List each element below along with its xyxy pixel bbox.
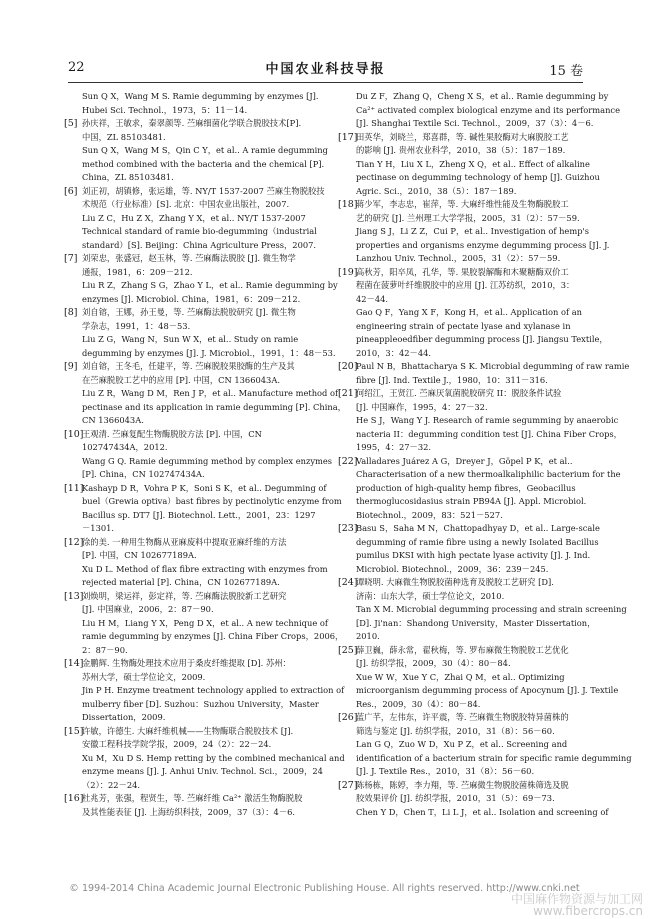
reference-number: [17]: [338, 131, 358, 143]
watermark: [511, 893, 643, 917]
page-header: [68, 58, 583, 83]
reference-line: 在苎麻脱胶工艺中的应用 [P]. 中国，CN 1366043A.: [82, 374, 280, 385]
reference-entry: [64, 536, 322, 563]
reference-entry: [338, 455, 621, 523]
reference-line: Liu Z C，Hu Z X，Zhang Y X，et al.. NY/T 1537-2007: [82, 212, 306, 223]
reference-line: 刘焕明，梁运祥，彭定祥，等. 苎麻酶法脱胶新工艺研究: [82, 590, 287, 601]
reference-line: 杜兆芳，张强，程贤生，等. 苎麻纤维 Ca²⁺ 激活生物酶脱胶: [82, 793, 303, 803]
reference-line: Tian Y H，Liu X L，Zheng X Q，et al.. Effect of alkaline: [356, 158, 590, 169]
reference-number: [15]: [64, 725, 84, 737]
reference-line: 陈杨栋，陈婷，李力翔，等. 苎麻微生物脱胶菌株筛选及脱: [356, 779, 569, 790]
page-number: 22: [68, 60, 85, 75]
reference-line: （2）：22－24.: [82, 779, 141, 790]
reference-line: 1995，4：27－32.: [356, 442, 432, 452]
reference-number: [5]: [64, 118, 78, 129]
reference-number: [7]: [64, 253, 78, 264]
reference-entry: [64, 333, 336, 360]
reference-number: [27]: [338, 779, 358, 791]
reference-line: [P]. 中国，CN 102677189A.: [82, 550, 197, 560]
reference-entry: [338, 266, 596, 307]
left-column: [64, 90, 346, 819]
reference-line: 及其性能表征 [J]. 上海纺织科技，2009，37（3）：4－6.: [82, 806, 296, 817]
reference-entry: [338, 225, 610, 266]
reference-line: Valladares Juárez A G，Dreyer J，Göpel P K，et al..: [356, 455, 573, 466]
reference-number: [21]: [338, 388, 358, 399]
reference-line: Liu Z G，Wang N，Sun W X，et al.. Study on ramie: [82, 334, 299, 344]
reference-line: [J]. 中国麻业，2006，2：87－90.: [82, 604, 214, 614]
reference-entry: [64, 90, 322, 117]
reference-line: fibre [J]. Ind. Textile J.，1980，10：311－316.: [356, 374, 548, 385]
reference-line: microorganism degumming process of Apocynum [J]. J. Textile: [356, 685, 619, 695]
reference-number: [13]: [64, 590, 84, 602]
reference-number: [10]: [64, 428, 84, 440]
reference-line: 术规范（行业标准）[S]. 北京：中国农业出版社，2007.: [82, 199, 290, 209]
reference-line: Jiang S J，Li Z Z，Cui P，et al.. Investigation of hemp's: [356, 226, 590, 236]
reference-entry: [338, 779, 596, 806]
reference-line: 刘自镕，王娜，孙王曼，等. 苎麻酶法脱胶研究 [J]. 微生物: [82, 307, 296, 317]
reference-line: nacteria II：degumming condition test [J]. China Fiber Crops，: [356, 428, 622, 439]
reference-line: enzymes [J]. Microbiol. China，1981，6：209－212.: [82, 293, 301, 304]
volume-label: 15 卷: [549, 64, 583, 79]
reference-line: 艺的研究 [J]. 兰州理工大学学报，2005，31（2）：57－59.: [356, 212, 580, 223]
reference-line: 孙庆祥，王敏求，秦翠颜等. 苎麻细菌化学联合脱胶技术[P].: [82, 118, 302, 128]
reference-line: 程菌在菠萝叶纤维脱胶中的应用 [J]. 江苏纺织，2010，3：: [356, 280, 575, 290]
reference-line: standard）[S]. Beijing：China Agriculture Press，2007.: [82, 239, 317, 250]
reference-line: Gao Q F，Yang X F，Kong H，et al.. Application of an: [356, 307, 583, 317]
reference-number: [14]: [64, 658, 84, 669]
reference-line: pineappleoedfiber degumming process [J]. Jiangsu Textile，: [356, 334, 608, 344]
reference-line: Liu R Z，Zhang S G，Zhao Y L，et al.. Ramie degumming by: [82, 280, 338, 290]
reference-line: 王观清. 苎麻复配生物酶脱胶方法 [P]. 中国，CN: [82, 428, 262, 439]
reference-line: method combined with the bacteria and the chemical [P].: [82, 158, 325, 169]
reference-line: 中国，ZL 85103481.: [82, 131, 166, 142]
reference-number: [16]: [64, 793, 84, 804]
reference-line: 的影响 [J]. 贵州农业科学，2010，38（5）：187－189.: [356, 145, 566, 155]
reference-line: Res.，2009，30（4）：80－84.: [356, 698, 481, 709]
reference-line: identification of a bacterium strain for specific ramie degumming: [356, 752, 632, 763]
reference-line: Technical standard of ramie bio-degumming（industrial: [82, 226, 317, 236]
watermark-line: www.fibercrops.cn: [533, 904, 643, 918]
reference-line: Xue W W，Xue Y C，Zhai Q M，et al.. Optimizing: [356, 671, 565, 682]
reference-line: CN 1366043A.: [82, 415, 144, 425]
reference-line: 刘自镕，王冬毛，任建平，等. 苎麻脱胶果胶酶的生产及其: [82, 361, 295, 371]
reference-line: He S J，Wang Y J. Research of ramie segumming by anaerobic: [356, 415, 619, 425]
reference-line: Paul N B，Bhattacharya S K. Microbial degumming of raw ramie: [356, 361, 630, 371]
right-column: [338, 90, 632, 819]
reference-line: pumilus DKSI with high pectate lyase activity [J]. J. Ind.: [356, 550, 591, 560]
reference-line: 学杂志，1991，1：48－53.: [82, 320, 191, 331]
reference-entry: [64, 617, 344, 658]
reference-entry: [338, 522, 600, 576]
reference-line: Ca²⁺ activated complex biological enzyme and its performance: [356, 104, 620, 115]
reference-line: 通报，1981，6：209－212.: [82, 266, 193, 277]
reference-entry: [338, 603, 627, 644]
reference-entry: [338, 198, 596, 225]
reference-line: Tan X M. Microbial degumming processing and strain screening: [356, 604, 627, 614]
reference-line: Xu D L. Method of flax fibre extracting with enzymes from: [82, 563, 328, 574]
reference-entry: [338, 738, 632, 779]
reference-line: buel（Grewia optiva）bast fibres by pectinolytic enzyme from: [82, 496, 342, 506]
reference-line: Bacillus sp. DT7 [J]. Biotechnol. Lett.，2001，23：1297: [82, 509, 316, 520]
reference-line: Xu M，Xu D S. Hemp retting by the combined mechanical and: [82, 752, 345, 763]
reference-line: －1301.: [82, 523, 115, 533]
reference-number: [26]: [338, 712, 358, 723]
reference-number: [20]: [338, 361, 358, 372]
reference-entry: [64, 428, 322, 455]
reference-entry: [64, 306, 322, 333]
reference-line: Liu Z R，Wang D M，Ren J P，et al.. Manufacture method of: [82, 388, 339, 398]
reference-line: 2：87－90.: [82, 644, 128, 655]
reference-line: engineering strain of pectate lyase and xylanase in: [356, 320, 571, 331]
reference-entry: [338, 387, 596, 414]
reference-entry: [338, 806, 609, 820]
reference-line: China，ZL 85103481.: [82, 172, 174, 182]
reference-entry: [64, 252, 322, 279]
reference-line: 筛选与鉴定 [J]. 纺织学报，2010，31（8）：56－60.: [356, 725, 555, 736]
reference-entry: [338, 360, 630, 387]
reference-number: [11]: [64, 482, 84, 494]
reference-line: [J]. 纺织学报，2009，30（4）：80－84.: [356, 658, 511, 668]
reference-line: 济南：山东大学，硕士学位论文，2010.: [356, 590, 505, 601]
reference-number: [25]: [338, 644, 358, 656]
reference-line: Hubei Sci. Technol.，1973，5：11－14.: [82, 104, 248, 115]
reference-line: Agric. Sci.，2010，38（5）：187－189.: [356, 185, 517, 196]
reference-line: Du Z F，Zhang Q，Cheng X S，et al.. Ramie degumming by: [356, 91, 609, 101]
reference-line: 蒋少军，李志忠，崔萍，等. 大麻纤维性能及生物酶脱胶工: [356, 199, 569, 209]
reference-entry: [64, 657, 322, 684]
reference-line: 刘正初，胡镇修，张运雄，等. NY/T 1537-2007 苎麻生物脱胶技: [82, 185, 325, 196]
journal-title: 中国农业科技导报: [265, 62, 386, 77]
reference-number: [12]: [64, 536, 84, 548]
reference-number: [22]: [338, 455, 358, 467]
reference-entry: [64, 360, 322, 387]
reference-number: [23]: [338, 523, 358, 534]
reference-entry: [338, 158, 600, 199]
reference-entry: [64, 387, 346, 428]
reference-line: 何绍江，王贤江. 苎麻厌氧菌脱胶研究 II：脱胶条件试验: [356, 388, 562, 398]
reference-line: 胶效果评价 [J]. 纺织学报，2010，31（5）：69－73.: [356, 793, 555, 803]
reference-entry: [64, 117, 322, 144]
reference-line: 蓝广芊，左伟东，许平震，等. 苎麻微生物脱胶特异菌株的: [356, 712, 569, 722]
reference-line: Liu H M，Liang Y X，Peng D X，et al.. A new technique of: [82, 617, 328, 628]
reference-entry: [64, 684, 345, 725]
reference-line: enzyme means [J]. J. Anhui Univ. Technol. Sci.，2009，24: [82, 766, 323, 776]
reference-entry: [64, 752, 345, 793]
reference-entry: [338, 576, 596, 603]
reference-line: ramie degumming by enzymes [J]. China Fiber Crops，2006，: [82, 631, 344, 641]
reference-line: [J]. 中国麻作，1995，4：27－32.: [356, 401, 488, 412]
reference-line: 许敏，许德生. 大麻纤维机械——生物酶联合脱胶技术 [J].: [82, 725, 294, 736]
reference-line: mulberry fiber [D]. Suzhou：Suzhou University，Master: [82, 698, 319, 709]
reference-line: 刘荣忠，张盛冠，赵玉林，等. 苎麻酶法脱胶 [J]. 微生物学: [82, 253, 296, 263]
reference-line: 苏州大学，硕士学位论文，2009.: [82, 671, 206, 682]
reference-line: 2010.: [356, 631, 380, 641]
reference-number: [6]: [64, 185, 78, 197]
reference-entry: [64, 590, 322, 617]
reference-entry: [64, 455, 333, 482]
reference-line: Basu S，Saha M N，Chattopadhyay D，et al.. Large-scale: [356, 523, 600, 533]
reference-entry: [64, 279, 338, 306]
reference-entry: [338, 90, 620, 131]
reference-line: 薛卫巍，薛永常，翟秋梅，等. 罗布麻微生物脱胶工艺优化: [356, 644, 569, 655]
reference-entry: [64, 144, 328, 185]
reference-line: 安徽工程科技学院学报，2009，24（2）：22－24.: [82, 739, 272, 749]
reference-line: [J]. J. Textile Res.，2010，31（8）：56－60.: [356, 766, 535, 776]
copyright-footer: © 1994-2014 China Academic Journal Electronic Publishing House. All rights reserved. http://www.cnki.net: [69, 883, 580, 894]
reference-entry: [338, 306, 608, 360]
reference-line: thermoglucosidasius strain PB94A [J]. Appl. Microbiol.: [356, 496, 587, 506]
reference-number: [18]: [338, 199, 358, 210]
reference-line: degumming by enzymes [J]. J. Microbiol.，1991，1：48－53.: [82, 347, 336, 358]
reference-line: 42－44.: [356, 293, 389, 304]
reference-entry: [338, 414, 622, 455]
reference-line: Chen Y D，Chen T，Li L J，et al.. Isolation and screening of: [356, 806, 609, 817]
reference-line: pectinase and its application in ramie degumming [P]. China，: [82, 401, 346, 412]
reference-entry: [338, 711, 596, 738]
reference-entry: [338, 644, 596, 671]
reference-entry: [338, 131, 596, 158]
watermark-line: 中国麻作物资源与加工网: [510, 892, 643, 906]
reference-line: 徐的美. 一种用生物酶从亚麻废料中提取亚麻纤维的方法: [82, 536, 287, 547]
reference-line: Sun Q X，Wang M S. Ramie degumming by enzymes [J].: [82, 91, 319, 101]
reference-line: Jin P H. Enzyme treatment technology applied to extraction of: [82, 685, 345, 695]
reference-line: 2010，3：42－44.: [356, 347, 432, 358]
reference-line: Lan G Q，Zuo W D，Xu P Z，et al.. Screening and: [356, 739, 568, 749]
reference-line: 谭晓明. 大麻微生物脱胶菌种选育及脱胶工艺研究 [D].: [356, 577, 554, 587]
reference-line: Sun Q X，Wang M S，Qin C Y，et al.. A ramie degumming: [82, 145, 328, 155]
reference-line: properties and organisms enzyme degumming process [J]. J.: [356, 239, 610, 250]
reference-entry: [64, 482, 342, 536]
reference-line: production of high-quality hemp fibres，Geobacillus: [356, 482, 576, 493]
reference-number: [8]: [64, 307, 78, 318]
reference-line: Microbiol. Biotechnol.，2009，36：239－245.: [356, 563, 549, 574]
reference-line: Characterisation of a new thermoalkaliphilic bacterium for the: [356, 469, 621, 479]
reference-line: degumming of ramie fibre using a newly Isolated Bacillus: [356, 536, 599, 547]
reference-line: Wang G Q. Ramie degumming method by complex enzymes: [82, 455, 333, 466]
reference-entry: [338, 671, 619, 712]
reference-line: 102747434A，2012.: [82, 442, 168, 452]
reference-line: [J]. Shanghai Textile Sci. Technol.，2009，37（3）：4－6.: [356, 118, 594, 128]
reference-line: Kashayp D R，Vohra P K，Soni S K，et al.. Degumming of: [82, 482, 327, 493]
reference-line: Biotechnol.，2009，83：521－527.: [356, 509, 503, 520]
reference-entry: [64, 725, 322, 752]
reference-line: [P]. China，CN 102747434A.: [82, 469, 205, 479]
reference-line: pectinase on degumming technology of hemp [J]. Guizhou: [356, 172, 600, 182]
reference-entry: [64, 212, 322, 253]
reference-entry: [64, 563, 328, 590]
reference-line: rejected material [P]. China，CN 102677189A.: [82, 577, 280, 587]
reference-line: Lanzhou Univ. Technol.，2005，31（2）：57－59.: [356, 253, 561, 263]
reference-line: 高秋芳，阳卒凤，孔华，等. 果胶裂解酶和木聚糖酶双价工: [356, 266, 569, 277]
reference-entry: [64, 792, 322, 819]
reference-number: [9]: [64, 361, 78, 372]
reference-entry: [64, 185, 325, 212]
reference-number: [19]: [338, 266, 358, 278]
reference-line: 田英华，刘晓兰，郑喜群，等. 碱性果胶酶对大麻脱胶工艺: [356, 131, 569, 142]
reference-number: [24]: [338, 577, 358, 588]
reference-line: Dissertation，2009.: [82, 712, 166, 722]
reference-line: 金鹏辉. 生物酶处理技术应用于桑皮纤维提取 [D]. 苏州：: [82, 658, 291, 668]
reference-line: [D]. Ji'nan：Shandong University，Master Dissertation，: [356, 617, 596, 628]
